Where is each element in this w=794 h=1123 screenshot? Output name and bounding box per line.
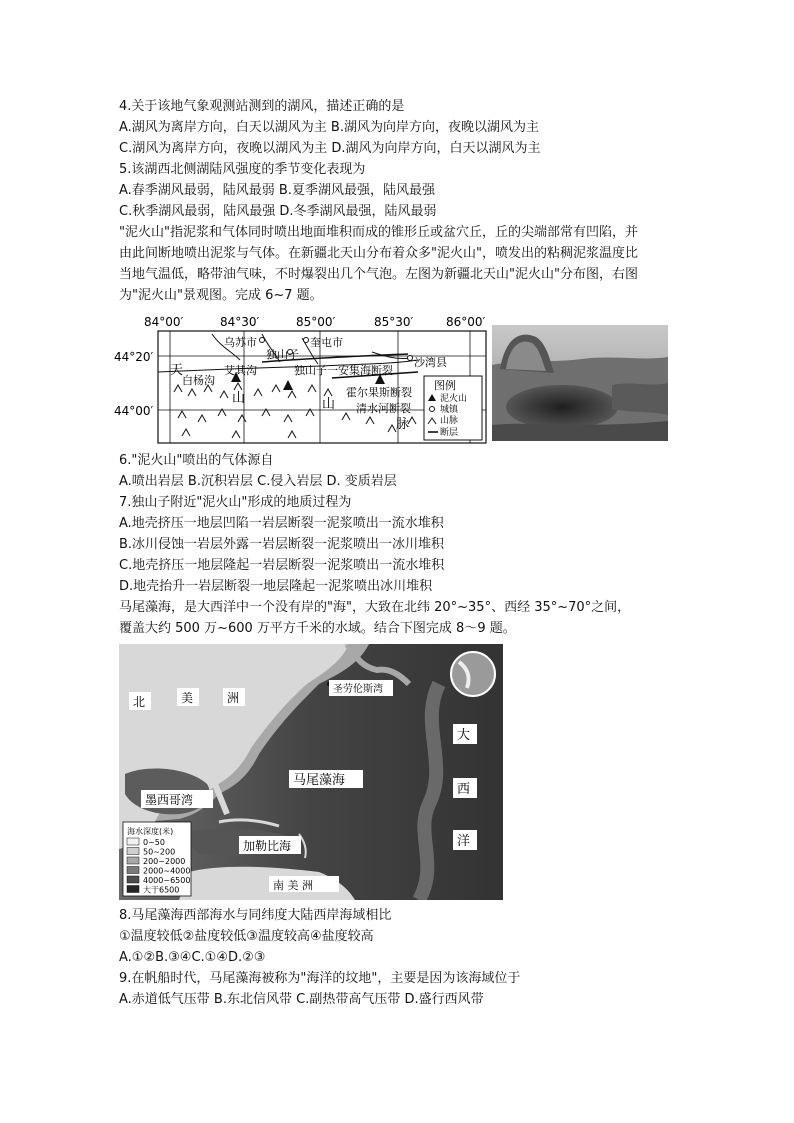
map1-legend-fault: 断层 [440, 428, 459, 438]
lat-label-44-20: 44°20′ [114, 350, 154, 364]
label-shan: 山 [232, 391, 246, 406]
passage2-line1: 马尾藻海，是大西洋中一个没有岸的"海"，大致在北纬 20°~35°、西经 35°~70°之间， [119, 600, 631, 615]
label-gulf-stlawrence: 圣劳伦斯湾 [333, 684, 383, 695]
depth-legend-swatch [127, 867, 139, 874]
label-mei: 美 [181, 691, 194, 705]
mud-volcano-photo-svg [492, 325, 668, 441]
label-wusu: 乌苏市 [224, 336, 257, 349]
label-fault-qingshuihe: 清水河断裂 [356, 402, 411, 415]
q4-options-cd: C.湖风为离岸方向，夜晚以湖风为主 D.湖风为向岸方向，白天以湖风为主 [119, 141, 541, 156]
depth-legend-label: 大于6500 [143, 885, 180, 895]
label-shawan: 沙湾县 [414, 356, 447, 369]
label-mai: 脉 [396, 417, 410, 432]
q6-options: A.喷出岩层 B.沉积岩层 C.侵入岩层 D. 变质岩层 [119, 474, 397, 489]
sargasso-sea-map-svg [119, 644, 503, 900]
passage1-line2: 由此间断地喷出泥浆与气体。在新疆北天山分布着众多"泥火山"，喷发出的粘稠泥浆温度比 [119, 246, 638, 261]
label-aiqigou: 艾其沟 [224, 364, 257, 377]
label-sargasso: 马尾藻海 [293, 773, 346, 788]
label-gulf-mexico: 墨西哥湾 [145, 793, 194, 807]
depth-legend-swatch [127, 848, 139, 855]
q8-items: ①温度较低②盐度较低③温度较高④盐度较高 [119, 929, 374, 944]
depth-legend-swatch [127, 886, 139, 893]
sargasso-sea-map [119, 644, 503, 904]
map1-legend-volcano: 泥火山 [440, 394, 468, 404]
q4-options-ab: A.湖风为离岸方向，白天以湖风为主 B.湖风为向岸方向，夜晚以湖风为主 [119, 120, 539, 135]
lon-label-84-00: 84°00′ [144, 315, 184, 329]
map1-legend-town: 城镇 [440, 405, 459, 415]
passage1-line3: 当地气温低，略带油气味，不时爆裂出几个气泡。左图为新疆北天山"泥火山"分布图，右图 [119, 267, 638, 282]
label-xi: 西 [457, 782, 471, 797]
label-zhou: 洲 [227, 691, 240, 705]
depth-legend-label: 200~2000 [143, 857, 186, 866]
q6-stem: 6."泥火山"喷出的气体源自 [119, 453, 274, 468]
q8-options: A.①②B.③④C.①④D.②③ [119, 950, 266, 965]
label-baiyanggou: 白杨沟 [182, 374, 215, 387]
mud-volcano-photo [492, 325, 668, 445]
label-tian: 天 [170, 363, 184, 378]
label-south-america: 南 美 洲 [273, 879, 313, 892]
q8-stem: 8.马尾藻海西部海水与同纬度大陆西岸海域相比 [119, 908, 392, 923]
depth-legend-swatch [127, 876, 139, 883]
q4-stem: 4.关于该地气象观测站测到的湖风，描述正确的是 [119, 99, 405, 114]
lon-label-85-00: 85°00′ [296, 315, 336, 329]
map1-legend-title: 图例 [434, 379, 456, 392]
lon-label-84-30: 84°30′ [220, 315, 260, 329]
q5-stem: 5.该湖西北侧湖陆风强度的季节变化表现为 [119, 162, 366, 177]
q7-option-c: C.地壳挤压一地层隆起一岩层断裂一泥浆喷出一流水堆积 [119, 558, 445, 573]
depth-legend-label: 0~50 [143, 838, 165, 847]
depth-legend-swatch [127, 838, 139, 845]
depth-legend-label: 4000~6500 [143, 876, 191, 885]
label-caribbean: 加勒比海 [243, 839, 292, 853]
q5-options-ab: A.春季湖风最弱，陆风最弱 B.夏季湖风最强，陆风最强 [119, 183, 435, 198]
passage1-line4: 为"泥火山"景观图。完成 6~7 题。 [119, 288, 323, 303]
label-kuitun: 奎屯市 [310, 336, 343, 349]
legend-town-icon [430, 407, 435, 412]
q7-option-d: D.地壳抬升一岩层断裂一地层隆起一泥浆喷出冰川堆积 [119, 579, 433, 594]
depth-legend-label: 50~200 [143, 847, 176, 857]
label-da: 大 [457, 728, 471, 743]
lon-label-86-00: 86°00′ [446, 315, 486, 329]
lat-label-44-00: 44°00′ [114, 404, 154, 418]
passage2-line2: 覆盖大约 500 万~600 万平方千米的水域。结合下图完成 8～9 题。 [119, 621, 516, 636]
q9-options: A.赤道低气压带 B.东北信风带 C.副热带高气压带 D.盛行西风带 [119, 992, 484, 1007]
q7-option-a: A.地壳挤压一地层凹陷一岩层断裂一泥浆喷出一流水堆积 [119, 516, 444, 531]
mud-volcano-map-svg [112, 312, 490, 444]
label-yang: 洋 [457, 834, 471, 849]
passage1-line1: "泥火山"指泥浆和气体同时喷出地面堆积而成的锥形丘或盆穴丘，丘的尖端部常有凹陷，并 [119, 225, 638, 240]
q7-stem: 7.独山子附近"泥火山"形成的地质过程为 [119, 495, 352, 510]
label-bei: 北 [133, 695, 146, 709]
depth-legend-label: 2000~4000 [143, 866, 191, 876]
label-shan-2: 山 [322, 397, 336, 412]
label-fault-dushanzi: 独山子一安集海断裂 [294, 364, 393, 377]
q9-stem: 9.在帆船时代，马尾藻海被称为"海洋的坟地"，主要是因为该海域位于 [119, 971, 521, 986]
mud-volcano-map [112, 312, 490, 448]
q7-option-b: B.冰川侵蚀一岩层外露一岩层断裂一泥浆喷出一冰川堆积 [119, 537, 445, 552]
q5-options-cd: C.秋季湖风最弱，陆风最强 D.冬季湖风最强，陆风最弱 [119, 204, 437, 219]
label-fault-huoerguosi: 霍尔果斯断裂 [346, 386, 412, 399]
depth-legend-title: 海水深度(米) [127, 827, 174, 836]
map1-legend-range: 山脉 [440, 416, 459, 426]
label-dushanzi: 独山子 [266, 348, 299, 361]
depth-legend-swatch [127, 857, 139, 864]
lon-label-85-30: 85°30′ [374, 315, 414, 329]
